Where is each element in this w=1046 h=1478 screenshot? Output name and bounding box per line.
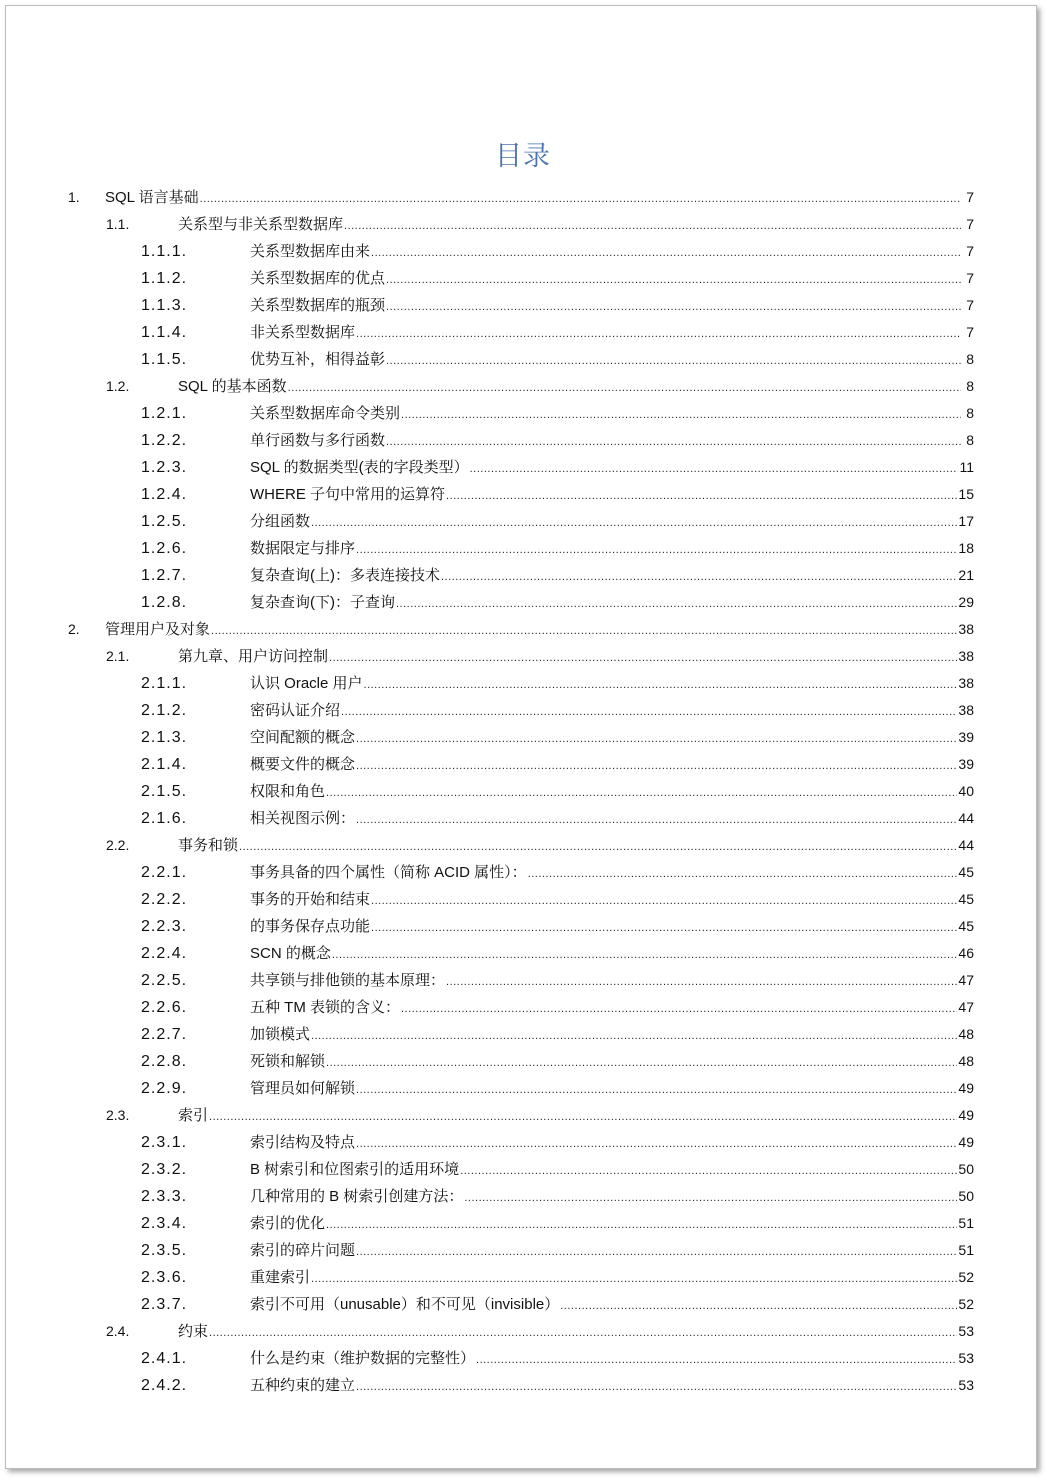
toc-entry-level-2[interactable] [0,1318,1046,1345]
toc-entry-number: 2.1. [106,648,130,664]
toc-entry-level-2[interactable] [0,211,1046,238]
toc-entry-level-3[interactable] [0,1345,1046,1372]
toc-entry-title: 第九章、用户访问控制 [178,648,329,665]
toc-entry-leader-row [250,1372,974,1401]
toc-entry-title: 非关系型数据库 [250,324,356,341]
toc-entry-title: 共享锁与排他锁的基本原理： [250,972,446,989]
toc-entry-level-3[interactable] [0,886,1046,913]
toc-entry-number: 1.2.4. [141,486,188,503]
toc-entry-level-3[interactable] [0,319,1046,346]
dot-leader [528,861,958,888]
toc-entry-title: 相关视图示例： [250,810,356,827]
toc-entry-level-3[interactable] [0,670,1046,697]
toc-entry-leader-row [250,454,974,483]
toc-entry-number: 2.3.1. [141,1134,188,1151]
dot-leader [356,537,957,564]
toc-entry-level-3[interactable] [0,508,1046,535]
toc-entry-number: 2.2.8. [141,1053,188,1070]
toc-entry-page-number: 38 [958,621,974,637]
toc-entry-title: 关系型与非关系型数据库 [178,216,344,233]
toc-entry-title: 分组函数 [250,513,311,530]
dot-leader [371,240,961,267]
toc-entry-page-number: 44 [958,837,974,853]
toc-entry-level-3[interactable] [0,535,1046,562]
toc-entry-leader-row [250,1237,974,1266]
dot-leader [326,780,957,807]
toc-entry-leader-row [178,832,974,861]
toc-entry-title: 事务和锁 [178,837,239,854]
dot-leader [446,969,957,996]
toc-entry-number: 1. [68,189,80,205]
dot-leader [560,1293,957,1320]
toc-entry-level-3[interactable] [0,238,1046,265]
toc-entry-level-3[interactable] [0,913,1046,940]
dot-leader [311,510,957,537]
toc-entry-title: 索引结构及特点 [250,1134,356,1151]
toc-entry-level-3[interactable] [0,1291,1046,1318]
toc-entry-level-3[interactable] [0,454,1046,481]
toc-entry-leader-row [105,616,974,645]
toc-entry-page-number: 18 [958,540,974,556]
toc-entry-title: WHERE 子句中常用的运算符 [250,486,446,503]
toc-entry-number: 2.2.9. [141,1080,188,1097]
dot-leader [470,456,959,483]
toc-entry-title: 五种 TM 表锁的含义： [250,999,400,1016]
toc-entry-number: 1.1.2. [141,270,188,287]
toc-entry-level-3[interactable] [0,1075,1046,1102]
toc-entry-page-number: 39 [958,756,974,772]
toc-entry-level-3[interactable] [0,1183,1046,1210]
toc-entry-number: 1.1.4. [141,324,188,341]
toc-entry-leader-row [250,994,974,1023]
toc-entry-page-number: 52 [958,1269,974,1285]
toc-entry-page-number: 7 [966,324,974,340]
toc-entry-page-number: 53 [958,1323,974,1339]
dot-leader [460,1158,957,1185]
toc-entry-leader-row [250,697,974,726]
toc-entry-number: 2.2.7. [141,1026,188,1043]
toc-entry-leader-row [250,1183,974,1212]
dot-leader [356,807,957,834]
toc-entry-page-number: 38 [958,675,974,691]
dot-leader [371,888,957,915]
toc-entry-leader-row [250,481,974,510]
toc-entry-level-3[interactable] [0,1237,1046,1264]
toc-entry-level-3[interactable] [0,859,1046,886]
toc-entry-level-3[interactable] [0,400,1046,427]
dot-leader [356,1374,957,1401]
dot-leader [326,1212,957,1239]
toc-entry-leader-row [178,1318,974,1347]
toc-entry-page-number: 48 [958,1053,974,1069]
toc-entry-number: 2.4.1. [141,1350,188,1367]
toc-entry-number: 2.3. [106,1107,130,1123]
dot-leader [401,402,961,429]
dot-leader [326,1050,957,1077]
toc-entry-level-2[interactable] [0,643,1046,670]
dot-leader [211,618,957,645]
toc-entry-number: 1.2. [106,378,130,394]
toc-entry-level-1[interactable] [0,184,1046,211]
toc-entry-title: 索引 [178,1107,209,1124]
toc-entry-leader-row [250,1156,974,1185]
toc-entry-title: 数据限定与排序 [250,540,356,557]
toc-entry-title: 事务具备的四个属性（简称 ACID 属性）： [250,864,527,881]
toc-entry-number: 1.2.8. [141,594,188,611]
toc-entry-title: 重建索引 [250,1269,311,1286]
toc-entry-number: 2.2.5. [141,972,188,989]
dot-leader [341,699,957,726]
dot-leader [386,348,961,375]
toc-entry-title: 加锁模式 [250,1026,311,1043]
toc-entry-leader-row [178,1102,974,1131]
toc-entry-leader-row [250,859,974,888]
toc-entry-leader-row [250,319,974,348]
toc-entry-page-number: 51 [958,1215,974,1231]
toc-entry-number: 2.1.1. [141,675,188,692]
dot-leader [356,753,957,780]
toc-entry-leader-row [250,508,974,537]
toc-entry-number: 2.1.4. [141,756,188,773]
toc-entry-leader-row [250,778,974,807]
toc-entry-leader-row [250,589,974,618]
toc-entry-page-number: 8 [966,351,974,367]
toc-entry-title: 概要文件的概念 [250,756,356,773]
toc-entry-level-2[interactable] [0,832,1046,859]
dot-leader [446,483,957,510]
toc-entry-level-3[interactable] [0,1156,1046,1183]
toc-entry-number: 1.2.7. [141,567,188,584]
toc-entry-number: 2.2.1. [141,864,188,881]
toc-entry-page-number: 53 [958,1350,974,1366]
toc-entry-title: 关系型数据库的瓶颈 [250,297,386,314]
toc-entry-title: SQL 语言基础 [105,189,199,206]
dot-leader [364,672,958,699]
toc-entry-leader-row [250,346,974,375]
toc-entry-level-3[interactable] [0,805,1046,832]
dot-leader [401,996,957,1023]
toc-entry-level-3[interactable] [0,1210,1046,1237]
toc-entry-leader-row [250,1264,974,1293]
dot-leader [209,1104,957,1131]
toc-entry-page-number: 50 [958,1161,974,1177]
toc-entry-number: 2.2. [106,837,130,853]
toc-entry-leader-row [250,1129,974,1158]
dot-leader [332,942,958,969]
toc-entry-page-number: 11 [959,459,974,475]
toc-entry-page-number: 8 [966,432,974,448]
toc-entry-leader-row [250,1048,974,1077]
toc-entry-leader-row [178,373,974,402]
toc-entry-page-number: 49 [958,1134,974,1150]
toc-entry-number: 1.2.3. [141,459,188,476]
toc-entry-number: 2.2.6. [141,999,188,1016]
toc-entry-level-3[interactable] [0,697,1046,724]
toc-entry-title: 权限和角色 [250,783,326,800]
toc-entry-leader-row [250,1345,974,1374]
toc-entry-page-number: 7 [966,297,974,313]
toc-entry-leader-row [250,886,974,915]
toc-entry-title: 几种常用的 B 树索引创建方法： [250,1188,464,1205]
toc-entry-title: 关系型数据库由来 [250,243,371,260]
toc-entry-level-2[interactable] [0,373,1046,400]
toc-entry-title: 的事务保存点功能 [250,918,371,935]
toc-entry-level-3[interactable] [0,265,1046,292]
toc-entry-page-number: 8 [966,378,974,394]
toc-entry-title: 单行函数与多行函数 [250,432,386,449]
toc-entry-page-number: 38 [958,648,974,664]
toc-entry-title: 索引的碎片问题 [250,1242,356,1259]
toc-entry-page-number: 39 [958,729,974,745]
toc-entry-leader-row [250,238,974,267]
toc-entry-page-number: 29 [958,594,974,610]
toc-entry-level-2[interactable] [0,1102,1046,1129]
toc-entry-title: 关系型数据库的优点 [250,270,386,287]
dot-leader [386,267,961,294]
toc-entry-leader-row [250,535,974,564]
toc-entry-title: 管理用户及对象 [105,621,211,638]
toc-entry-number: 1.1.1. [141,243,188,260]
toc-entry-level-3[interactable] [0,1129,1046,1156]
toc-entry-level-3[interactable] [0,346,1046,373]
dot-leader [200,186,961,213]
toc-entry-number: 2.3.6. [141,1269,188,1286]
toc-entry-leader-row [250,400,974,429]
toc-entry-title: 优势互补，相得益彰 [250,351,386,368]
toc-entry-leader-row [250,670,974,699]
toc-entry-leader-row [250,967,974,996]
dot-leader [476,1347,957,1374]
toc-entry-title: 认识 Oracle 用户 [250,675,363,692]
toc-entry-leader-row [250,292,974,321]
toc-entry-level-3[interactable] [0,1021,1046,1048]
dot-leader [396,591,957,618]
toc-entry-leader-row [250,724,974,753]
toc-entry-title: 索引不可用（unusable）和不可见（invisible） [250,1296,560,1313]
toc-entry-title: 索引的优化 [250,1215,326,1232]
toc-entry-title: 密码认证介绍 [250,702,341,719]
toc-entry-title: 空间配额的概念 [250,729,356,746]
toc-entry-page-number: 8 [966,405,974,421]
toc-entry-title: 什么是约束（维护数据的完整性） [250,1350,476,1367]
toc-entry-title: 五种约束的建立 [250,1377,356,1394]
toc-entry-leader-row [250,1210,974,1239]
dot-leader [288,375,961,402]
toc-entry-title: 事务的开始和结束 [250,891,371,908]
dot-leader [311,1023,957,1050]
toc-entry-number: 2.2.4. [141,945,188,962]
toc-entry-number: 2.1.5. [141,783,188,800]
toc-entry-page-number: 47 [958,972,974,988]
toc-entry-page-number: 45 [958,891,974,907]
toc-entry-leader-row [105,184,974,213]
toc-entry-number: 1.2.6. [141,540,188,557]
dot-leader [311,1266,957,1293]
toc-entry-page-number: 49 [958,1107,974,1123]
toc-entry-number: 2.1.3. [141,729,188,746]
dot-leader [386,294,961,321]
dot-leader [356,1239,957,1266]
toc-entry-level-3[interactable] [0,589,1046,616]
toc-entry-leader-row [250,427,974,456]
toc-entry-page-number: 51 [958,1242,974,1258]
toc-entry-page-number: 7 [966,189,974,205]
dot-leader [344,213,961,240]
dot-leader [209,1320,957,1347]
toc-entry-level-3[interactable] [0,292,1046,319]
toc-entry-number: 1.1.5. [141,351,188,368]
table-of-contents [0,184,1046,1399]
toc-entry-page-number: 45 [958,918,974,934]
toc-entry-leader-row [250,751,974,780]
dot-leader [464,1185,957,1212]
toc-entry-level-3[interactable] [0,1264,1046,1291]
toc-entry-page-number: 21 [958,567,974,583]
toc-entry-page-number: 7 [966,243,974,259]
dot-leader [356,321,961,348]
toc-entry-level-3[interactable] [0,1372,1046,1399]
toc-entry-number: 2.3.5. [141,1242,188,1259]
toc-entry-leader-row [250,1291,974,1320]
toc-entry-page-number: 38 [958,702,974,718]
toc-entry-leader-row [250,940,974,969]
toc-entry-title: 约束 [178,1323,209,1340]
toc-entry-number: 2. [68,621,80,637]
toc-entry-level-3[interactable] [0,1048,1046,1075]
toc-entry-page-number: 48 [958,1026,974,1042]
dot-leader [356,1131,957,1158]
toc-entry-title: 复杂查询(上)：多表连接技术 [250,567,440,584]
toc-entry-page-number: 49 [958,1080,974,1096]
toc-entry-number: 2.3.3. [141,1188,188,1205]
toc-entry-page-number: 45 [958,864,974,880]
toc-entry-number: 1.1.3. [141,297,188,314]
toc-entry-title: SQL 的数据类型(表的字段类型） [250,459,469,476]
toc-entry-level-3[interactable] [0,940,1046,967]
toc-entry-page-number: 47 [958,999,974,1015]
toc-entry-leader-row [250,805,974,834]
toc-entry-number: 1.2.1. [141,405,188,422]
toc-entry-leader-row [250,913,974,942]
toc-entry-page-number: 7 [966,216,974,232]
toc-entry-level-3[interactable] [0,751,1046,778]
toc-entry-leader-row [250,265,974,294]
toc-entry-page-number: 40 [958,783,974,799]
toc-entry-page-number: 50 [958,1188,974,1204]
toc-entry-title: B 树索引和位图索引的适用环境 [250,1161,460,1178]
toc-entry-page-number: 7 [966,270,974,286]
toc-entry-number: 1.2.2. [141,432,188,449]
toc-entry-leader-row [250,562,974,591]
toc-entry-page-number: 53 [958,1377,974,1393]
toc-entry-title: 死锁和解锁 [250,1053,326,1070]
toc-entry-level-3[interactable] [0,967,1046,994]
toc-entry-title: 管理员如何解锁 [250,1080,356,1097]
toc-entry-page-number: 46 [958,945,974,961]
toc-entry-leader-row [250,1021,974,1050]
toc-entry-number: 2.4. [106,1323,130,1339]
dot-leader [356,726,957,753]
toc-entry-level-3[interactable] [0,994,1046,1021]
toc-entry-title: SCN 的概念 [250,945,331,962]
toc-entry-level-1[interactable] [0,616,1046,643]
toc-entry-level-3[interactable] [0,427,1046,454]
toc-entry-leader-row [178,211,974,240]
toc-entry-title: 关系型数据库命令类别 [250,405,401,422]
toc-entry-page-number: 15 [958,486,974,502]
toc-entry-leader-row [250,1075,974,1104]
toc-entry-number: 2.4.2. [141,1377,188,1394]
toc-entry-level-3[interactable] [0,562,1046,589]
toc-entry-number: 2.3.7. [141,1296,188,1313]
toc-entry-number: 1.1. [106,216,130,232]
dot-leader [329,645,957,672]
toc-entry-title: 复杂查询(下)：子查询 [250,594,395,611]
toc-entry-number: 2.1.6. [141,810,188,827]
toc-entry-number: 2.2.2. [141,891,188,908]
toc-entry-title: SQL 的基本函数 [178,378,287,395]
dot-leader [441,564,957,591]
dot-leader [371,915,957,942]
toc-entry-number: 1.2.5. [141,513,188,530]
toc-entry-page-number: 44 [958,810,974,826]
toc-entry-number: 2.1.2. [141,702,188,719]
toc-entry-page-number: 52 [958,1296,974,1312]
dot-leader [356,1077,957,1104]
toc-entry-number: 2.3.2. [141,1161,188,1178]
toc-entry-page-number: 17 [958,513,974,529]
toc-entry-number: 2.3.4. [141,1215,188,1232]
toc-entry-level-3[interactable] [0,724,1046,751]
toc-entry-level-3[interactable] [0,481,1046,508]
toc-entry-number: 2.2.3. [141,918,188,935]
dot-leader [239,834,957,861]
dot-leader [386,429,961,456]
toc-entry-leader-row [178,643,974,672]
toc-title: 目录 [495,141,551,171]
toc-entry-level-3[interactable] [0,778,1046,805]
